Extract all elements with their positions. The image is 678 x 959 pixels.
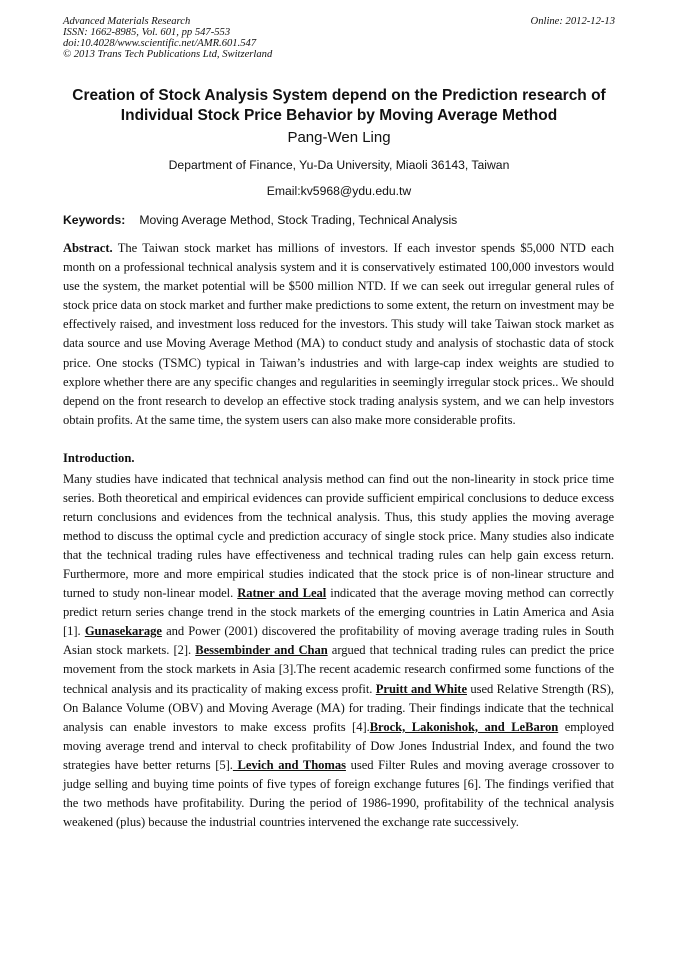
online-date: Online: 2012-12-13 [530, 16, 615, 27]
intro-text: Many studies have indicated that technical analysis method can find out the non-linearity in stock price time series. Both theoretical and empirical evidences can provide sufficient empirical conclusions to deduce excess return conclusions and evidences from the technical analysis. Thus, this study applies the moving average method to discuss the optimal cycle and prediction accuracy of single stock price. Many studies also indicate that the technical trading rules have effectiveness and technical trading rules can help gain excess return. Furthermore, more and more empirical studies indicated that the stock price is of non-linear structure and turned to study non-linear model. [63, 472, 614, 601]
journal-header [63, 16, 615, 60]
copyright-line: © 2013 Trans Tech Publications Ltd, Switzerland [63, 49, 273, 60]
introduction-heading: Introduction. [63, 451, 135, 465]
keywords-label: Keywords: [63, 213, 126, 227]
abstract-text: The Taiwan stock market has millions of investors. If each investor spends $5,000 NTD each month on a professional technical analysis system and it is conservatively estimated 100,000 investors would use the system, the market potential will be $500 million NTD. If we can seek out irregular general rules of stock price data on stock market and further make predictions to some extent, the return on investment may be effectively raised, and investment loss reduced for the investors. This study will take Taiwan stock market as data source and use Moving Average Method (MA) to conduct study and analysis of stochastic data of stock price. One stocks (TSMC) typical in Taiwan’s industries and with large-cap index weights are studied to explore whether there are any specific changes and regularities in seemingly irregular stock prices.. We should depend on the front research to develop an effective stock trading analysis system, and we can help investors obtain profits. At the same time, the system users can also make more considerable profits. [63, 241, 614, 427]
intro-text: and Power (2001) discovered the profitability of moving average trading rules in South Asian stock markets. [2]. [63, 624, 614, 658]
keywords-line [63, 213, 623, 227]
intro-text: used Filter Rules and moving average crossover to judge selling and buying time points of five types of foreign exchange futures [6]. The findings verified that the two methods have profitability. During the period of 1986-1990, profitability of the technical analysis weakened (plus) because the industrial countries intervened the exchange rate successively. [63, 757, 614, 829]
citation-gunasekarage: Gunasekarage [84, 624, 162, 639]
author-name: Pang-Wen Ling [287, 129, 391, 146]
abstract-paragraph [63, 239, 614, 430]
citation-levich-thomas: Levich and Thomas [232, 757, 346, 772]
citation-ratner-leal: Ratner and Leal [237, 586, 327, 601]
doi-line: doi:10.4028/www.scientific.net/AMR.601.547 [63, 38, 257, 49]
abstract-label: Abstract. [63, 241, 113, 255]
keywords-text: Moving Average Method, Stock Trading, Technical Analysis [139, 213, 458, 227]
author-email: Email:kv5968@ydu.edu.tw [266, 184, 412, 198]
issn-line: ISSN: 1662-8985, Vol. 601, pp 547-553 [63, 27, 231, 38]
citation-pruitt-white: Pruitt and White [375, 681, 467, 696]
intro-text: employed moving average trend and interval to check profitability of Dow Jones Industrial Index, and found the two strategies have better returns [5]. [63, 719, 614, 772]
journal-name: Advanced Materials Research [63, 16, 191, 27]
author-affiliation: Department of Finance, Yu-Da University, Miaoli 36143, Taiwan [168, 158, 510, 172]
introduction-paragraph [63, 470, 614, 832]
intro-text: indicated that the average moving method can correctly predict return series change trend in the stock markets of the emerging countries in Latin America and Asia [1]. [63, 586, 614, 639]
intro-text: argued that technical trading rules can predict the price movement from the stock markets in Asia [3].The recent academic research confirmed some functions of the technical analysis and its practicality of making excess profit. [63, 643, 614, 696]
citation-brock-lakonishok-lebaron: Brock, Lakonishok, and LeBaron [369, 719, 559, 734]
citation-bessembinder-chan: Bessembinder and Chan [195, 643, 328, 658]
intro-text: used Relative Strength (RS), On Balance Volume (OBV) and Moving Average (MA) for trading. Their findings indicate that the technical analysis can enable investors to make excess profits [4]. [63, 681, 614, 734]
paper-title: Creation of Stock Analysis System depend on the Prediction research of Individual Stock Price Behavior by Moving Average Method [72, 87, 606, 124]
